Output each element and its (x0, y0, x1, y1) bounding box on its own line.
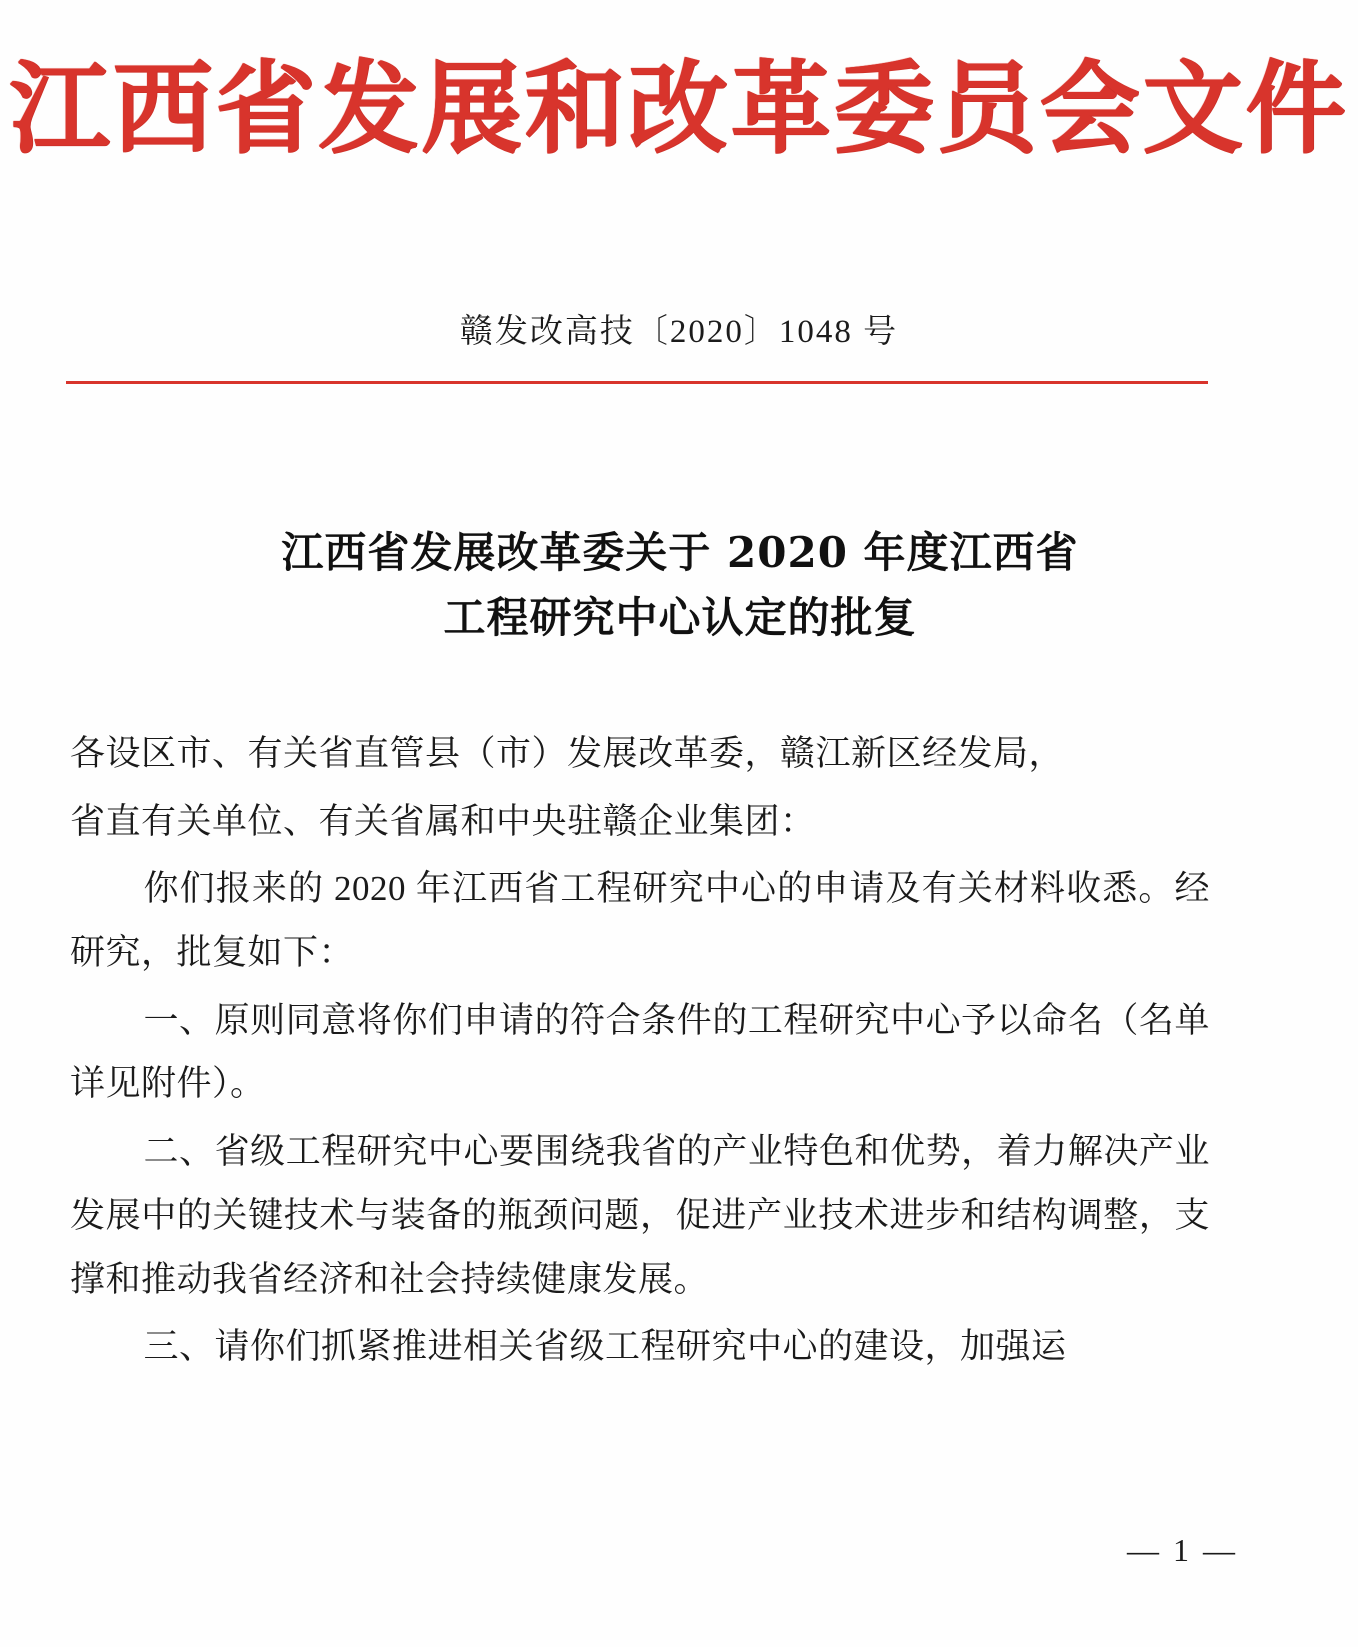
paragraph-item-2: 二、省级工程研究中心要围绕我省的产业特色和优势，着力解决产业发展中的关键技术与装备的瓶颈问题，促进产业技术进步和结构调整，支撑和推动我省经济和社会持续健康发展。 (70, 1132, 1210, 1299)
masthead (0, 49, 1358, 167)
paragraph-introduction: 你们报来的 2020 年江西省工程研究中心的申请及有关材料收悉。经研究，批复如下： (70, 869, 1210, 973)
document-title (120, 520, 1240, 650)
paragraph-item-3: 三、请你们抓紧推进相关省级工程研究中心的建设，加强运 (143, 1327, 1067, 1367)
document-title-line-1: 江西省发展改革委关于 2020 年度江西省 (281, 528, 1079, 577)
document-title-line-2: 工程研究中心认定的批复 (443, 593, 917, 643)
page-number: — 1 — (1127, 1532, 1238, 1568)
addressee-line-1: 各设区市、有关省直管县（市）发展改革委，赣江新区经发局， (70, 734, 1065, 773)
document-number: 赣发改高技〔2020〕1048 号 (459, 314, 899, 350)
masthead-title: 江西省发展和改革委员会文件 (9, 49, 1349, 167)
document-body (70, 722, 1210, 1383)
addressee-line-2: 省直有关单位、有关省属和中央驻赣企业集团： (70, 801, 816, 841)
red-divider-rule (66, 381, 1208, 384)
paragraph-item-1: 一、原则同意将你们申请的符合条件的工程研究中心予以命名（名单详见附件）。 (70, 1000, 1210, 1104)
